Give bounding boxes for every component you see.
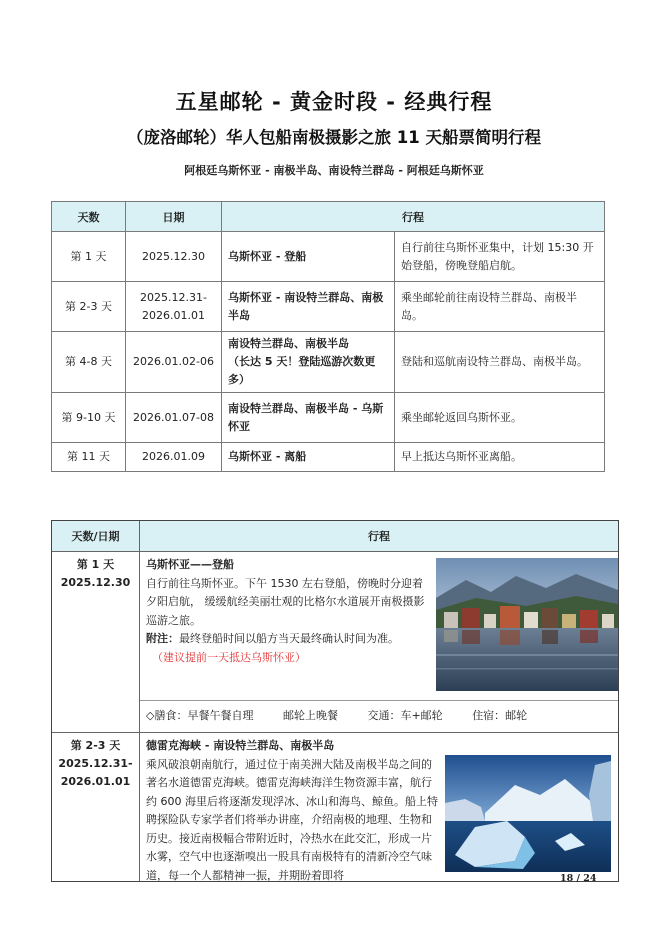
date-label: 2025.12.31- <box>58 757 133 770</box>
cell-day: 第 1 天 <box>52 232 126 282</box>
day-date-cell <box>52 733 140 882</box>
cell-detail: 乘坐邮轮返回乌斯怀亚。 <box>395 393 605 443</box>
col-header-day-date: 天数/日期 <box>52 521 140 551</box>
cell-day: 第 11 天 <box>52 443 126 472</box>
cell-route: 乌斯怀亚 - 登船 <box>222 232 395 282</box>
itinerary-cell <box>140 733 618 882</box>
antarctic-iceberg-photo <box>445 755 611 872</box>
table-row <box>52 232 605 282</box>
cell-route-main: 南设特兰群岛、南极半岛 <box>228 337 349 350</box>
detail-row-day1 <box>52 552 618 733</box>
col-header-date: 日期 <box>126 202 222 232</box>
note <box>146 630 436 649</box>
cell-day: 第 9-10 天 <box>52 393 126 443</box>
ushuaia-harbor-photo <box>436 558 618 691</box>
cell-date: 2026.01.07-08 <box>126 393 222 443</box>
date-label: 2025.12.30 <box>60 576 131 589</box>
cell-date: 2025.12.31-2026.01.01 <box>126 282 222 332</box>
col-header-itinerary: 行程 <box>368 530 390 543</box>
date-label: 2026.01.01 <box>60 775 131 788</box>
itinerary-cell <box>140 552 618 732</box>
day-label: 第 1 天 <box>76 558 115 571</box>
cell-day: 第 2-3 天 <box>52 282 126 332</box>
cell-route: 乌斯怀亚 - 南设特兰群岛、南极半岛 <box>222 282 395 332</box>
note-label: 附注： <box>146 632 179 645</box>
table-row <box>52 282 605 332</box>
section-description: 乘风破浪朝南航行，通过位于南美洲大陆及南极半岛之间的著名水道德雷克海峡。德雷克海峡海洋生物资源丰富，航行约 600 海里后将逐渐发现浮冰、冰山和海鸟、鲸鱼。船上特聘探险队专家学者们将举办讲座，介绍南极的地理、生物和历史。接近南极幅合带附近时，冷热水在此交汇，形成一片水雾，空气中也逐渐嗅出一股具有南极特有的清新冷空气味道，每一个人都精神一振，并期盼着即将 <box>146 757 438 882</box>
table-row <box>52 443 605 472</box>
detail-table <box>51 520 619 882</box>
table-row <box>52 393 605 443</box>
detail-header-row <box>52 521 618 552</box>
page-number: 18 / 24 <box>560 873 597 884</box>
cell-detail: 登陆和巡航南设特兰群岛、南极半岛。 <box>395 332 605 393</box>
col-header-day: 天数 <box>52 202 126 232</box>
lodging-info: 住宿：邮轮 <box>472 709 528 722</box>
cell-date: 2025.12.30 <box>126 232 222 282</box>
cell-day: 第 4-8 天 <box>52 332 126 393</box>
cell-date: 2026.01.09 <box>126 443 222 472</box>
page-title: 五星邮轮 - 黄金时段 - 经典行程 <box>175 90 493 114</box>
page-subtitle: （庞洛邮轮）华人包船南极摄影之旅 11 天船票简明行程 <box>127 128 541 147</box>
day-label: 第 2-3 天 <box>70 739 121 752</box>
cell-detail: 早上抵达乌斯怀亚离船。 <box>395 443 605 472</box>
cell-date: 2026.01.02-06 <box>126 332 222 393</box>
detail-row-day2 <box>52 733 618 882</box>
transport-info: 交通：车+邮轮 <box>367 709 443 722</box>
dinner-info: 邮轮上晚餐 <box>282 709 338 722</box>
cell-route <box>222 332 395 393</box>
route-line: 阿根廷乌斯怀亚 - 南极半岛、南设特兰群岛 - 阿根廷乌斯怀亚 <box>184 164 484 177</box>
service-info <box>140 700 618 733</box>
summary-table <box>51 201 605 472</box>
cell-detail: 自行前往乌斯怀亚集中，计划 15:30 开始登船，傍晚登船启航。 <box>395 232 605 282</box>
cell-route: 南设特兰群岛、南极半岛 - 乌斯怀亚 <box>222 393 395 443</box>
cell-detail: 乘坐邮轮前往南设特兰群岛、南极半岛。 <box>395 282 605 332</box>
section-description: 自行前往乌斯怀亚。下午 1530 左右登船，傍晚时分迎着夕阳启航， 缓缓航经美丽壮观的比格尔水道展开南极摄影巡游之旅。 <box>146 576 425 627</box>
cell-route-note: （长达 5 天！登陆巡游次数更多） <box>228 355 376 386</box>
section-title: 乌斯怀亚——登船 <box>146 558 234 571</box>
col-header-route: 行程 <box>222 202 605 232</box>
cell-route: 乌斯怀亚 - 离船 <box>222 443 395 472</box>
table-row <box>52 332 605 393</box>
meals-info: ◇膳食：早餐午餐自理 <box>146 709 254 722</box>
day-date-cell <box>52 552 140 732</box>
summary-header-row <box>52 202 605 232</box>
warning-note: （建议提前一天抵达乌斯怀亚） <box>152 650 306 664</box>
section-title: 德雷克海峡 - 南设特兰群岛、南极半岛 <box>146 739 335 752</box>
note-text: 最终登船时间以船方当天最终确认时间为准。 <box>179 632 399 645</box>
